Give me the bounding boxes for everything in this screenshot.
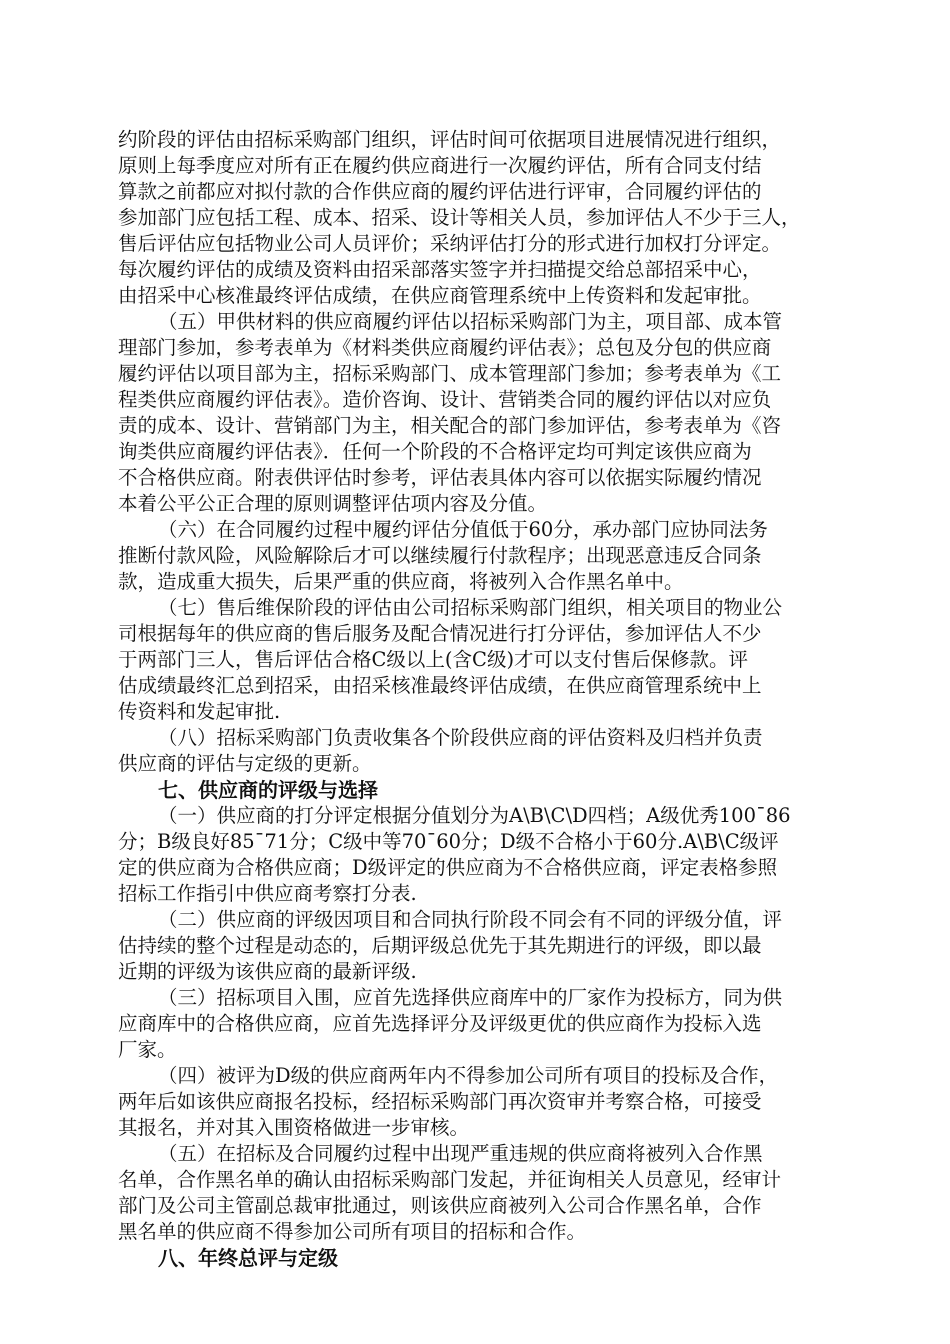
- paragraph-start: （七）售后维保阶段的评估由公司招标采购部门组织，相关项目的物业公: [158, 596, 783, 619]
- text-line: 部门及公司主管副总裁审批通过，则该供应商被列入公司合作黑名单，合作: [118, 1194, 762, 1217]
- text-line: 估成绩最终汇总到招采，由招采核准最终评估成绩，在供应商管理系统中上: [118, 674, 762, 697]
- paragraph-start: （二）供应商的评级因项目和合同执行阶段不同会有不同的评级分值，评: [158, 908, 783, 931]
- text-line: 履约评估以项目部为主，招标采购部门、成本管理部门参加；参考表单为《工: [118, 362, 782, 385]
- text-line: 应商库中的合格供应商，应首先选择评分及评级更优的供应商作为投标入选: [118, 1012, 762, 1035]
- text-line: 两年后如该供应商报名投标，经招标采购部门再次资审并考察合格，可接受: [118, 1090, 762, 1113]
- paragraph-start: （五）在招标及合同履约过程中出现严重违规的供应商将被列入合作黑: [158, 1142, 763, 1165]
- paragraph-start: （五）甲供材料的供应商履约评估以招标采购部门为主，项目部、成本管: [158, 310, 783, 333]
- text-line: 名单，合作黑名单的确认由招标采购部门发起，并征询相关人员意见，经审计: [118, 1168, 782, 1191]
- text-line: 不合格供应商。附表供评估时参考，评估表具体内容可以依据实际履约情况: [118, 466, 762, 489]
- text-line: 算款之前都应对拟付款的合作供应商的履约评估进行评审，合同履约评估的: [118, 180, 762, 203]
- text-line: 程类供应商履约评估表》。造价咨询、设计、营销类合同的履约评估以对应负: [118, 388, 772, 411]
- text-line: 招标工作指引中供应商考察打分表.: [118, 882, 417, 905]
- text-line: 近期的评级为该供应商的最新评级.: [118, 960, 417, 983]
- text-line: 定的供应商为合格供应商；D级评定的供应商为不合格供应商，评定表格参照: [118, 856, 778, 879]
- paragraph-start: （一）供应商的打分评定根据分值划分为A\B\C\D四档；A级优秀100¯86: [158, 804, 791, 827]
- text-line: 参加部门应包括工程、成本、招采、设计等相关人员，参加评估人不少于三人，: [118, 206, 801, 229]
- text-line: 司根据每年的供应商的售后服务及配合情况进行打分评估，参加评估人不少: [118, 622, 762, 645]
- text-line: 厂家。: [118, 1038, 177, 1061]
- text-line: 传资料和发起审批.: [118, 700, 281, 723]
- text-line: 于两部门三人，售后评估合格C级以上(含C级)才可以支付售后保修款。评: [118, 648, 749, 671]
- text-line: 每次履约评估的成绩及资料由招采部落实签字并扫描提交给总部招采中心，: [118, 258, 762, 281]
- paragraph-start: （四）被评为D级的供应商两年内不得参加公司所有项目的投标及合作，: [158, 1064, 779, 1087]
- text-line: 责的成本、设计、营销部门为主，相关配合的部门参加评估，参考表单为《咨: [118, 414, 782, 437]
- text-line: 估持续的整个过程是动态的，后期评级总优先于其先期进行的评级，即以最: [118, 934, 762, 957]
- paragraph-start: （三）招标项目入围，应首先选择供应商库中的厂家作为投标方，同为供: [158, 986, 783, 1009]
- text-line: 售后评估应包括物业公司人员评价；采纳评估打分的形式进行加权打分评定。: [118, 232, 782, 255]
- text-line: 分；B级良好85¯71分；C级中等70¯60分；D级不合格小于60分.A\B\C级评: [118, 830, 779, 853]
- text-line: 款，造成重大损失，后果严重的供应商，将被列入合作黑名单中。: [118, 570, 684, 593]
- paragraph-start: （八）招标采购部门负责收集各个阶段供应商的评估资料及归档并负责: [158, 726, 763, 749]
- text-line: 供应商的评估与定级的更新。: [118, 752, 372, 775]
- paragraph-start: （六）在合同履约过程中履约评估分值低于60分，承办部门应协同法务: [158, 518, 768, 541]
- text-line: 其报名，并对其入围资格做进一步审核。: [118, 1116, 470, 1139]
- text-line: 推断付款风险，风险解除后才可以继续履行付款程序；出现恶意违反合同条: [118, 544, 762, 567]
- text-line: 原则上每季度应对所有正在履约供应商进行一次履约评估，所有合同支付结: [118, 154, 762, 177]
- text-line: 约阶段的评估由招标采购部门组织，评估时间可依据项目进展情况进行组织，: [118, 128, 782, 151]
- section-heading: 八、年终总评与定级: [158, 1246, 338, 1270]
- text-line: 由招采中心核准最终评估成绩，在供应商管理系统中上传资料和发起审批。: [118, 284, 762, 307]
- section-heading: 七、供应商的评级与选择: [158, 778, 378, 802]
- text-line: 本着公平公正合理的原则调整评估项内容及分值。: [118, 492, 548, 515]
- text-line: 理部门参加，参考表单为《材料类供应商履约评估表》；总包及分包的供应商: [118, 336, 772, 359]
- text-line: 黑名单的供应商不得参加公司所有项目的招标和合作。: [118, 1220, 587, 1243]
- text-line: 询类供应商履约评估表》．任何一个阶段的不合格评定均可判定该供应商为: [118, 440, 752, 463]
